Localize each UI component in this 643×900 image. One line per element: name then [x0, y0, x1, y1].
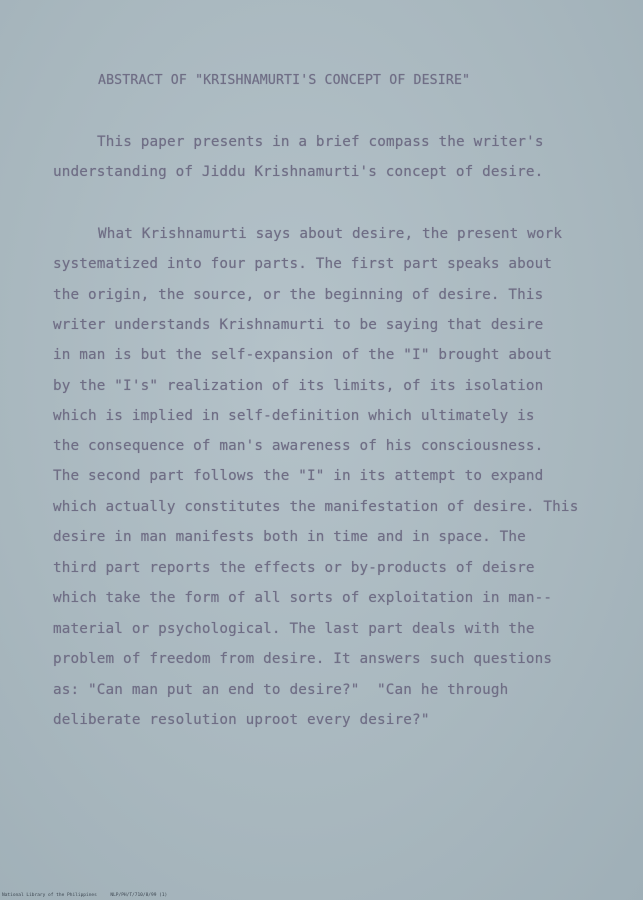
paragraph-line: This paper presents in a brief compass the writer's — [97, 134, 544, 150]
paragraph-line: The second part follows the "I" in its attempt to expand — [53, 468, 544, 484]
paragraph-line: as: "Can man put an end to desire?" "Can he through — [53, 682, 509, 698]
paragraph-line: understanding of Jiddu Krishnamurti's concept of desire. — [53, 164, 544, 180]
footer-code: NLP/PH/T/710/8/99 (1) — [110, 893, 168, 898]
paragraph-line: in man is but the self-expansion of the "I" brought about — [53, 347, 553, 363]
paragraph-line: which actually constitutes the manifestation of desire. This — [53, 499, 579, 515]
footer-stamp — [2, 893, 167, 898]
paragraph-line: writer understands Krishnamurti to be saying that desire — [53, 317, 544, 333]
paragraph-line: material or psychological. The last part deals with the — [53, 621, 535, 637]
paragraph-line: systematized into four parts. The first part speaks about — [53, 256, 553, 272]
paragraph-line: desire in man manifests both in time and in space. The — [53, 529, 526, 545]
paragraph-line: the origin, the source, or the beginning of desire. This — [53, 287, 544, 303]
paragraph-line: deliberate resolution uproot every desire?" — [53, 712, 430, 728]
paragraph-line: What Krishnamurti says about desire, the present work — [98, 226, 563, 242]
paragraph-line: which is implied in self-definition which ultimately is — [53, 408, 535, 424]
paragraph-line: which take the form of all sorts of exploitation in man-- — [53, 590, 553, 606]
document-title: ABSTRACT OF "KRISHNAMURTI'S CONCEPT OF DESIRE" — [98, 73, 471, 88]
paragraph-line: by the "I's" realization of its limits, of its isolation — [53, 378, 544, 394]
paragraph-line: problem of freedom from desire. It answers such questions — [53, 651, 553, 667]
footer-library: National Library of the Philippines — [2, 893, 97, 898]
paragraph-line: third part reports the effects or by-products of deisre — [53, 560, 535, 576]
paragraph-line: the consequence of man's awareness of his consciousness. — [53, 438, 544, 454]
